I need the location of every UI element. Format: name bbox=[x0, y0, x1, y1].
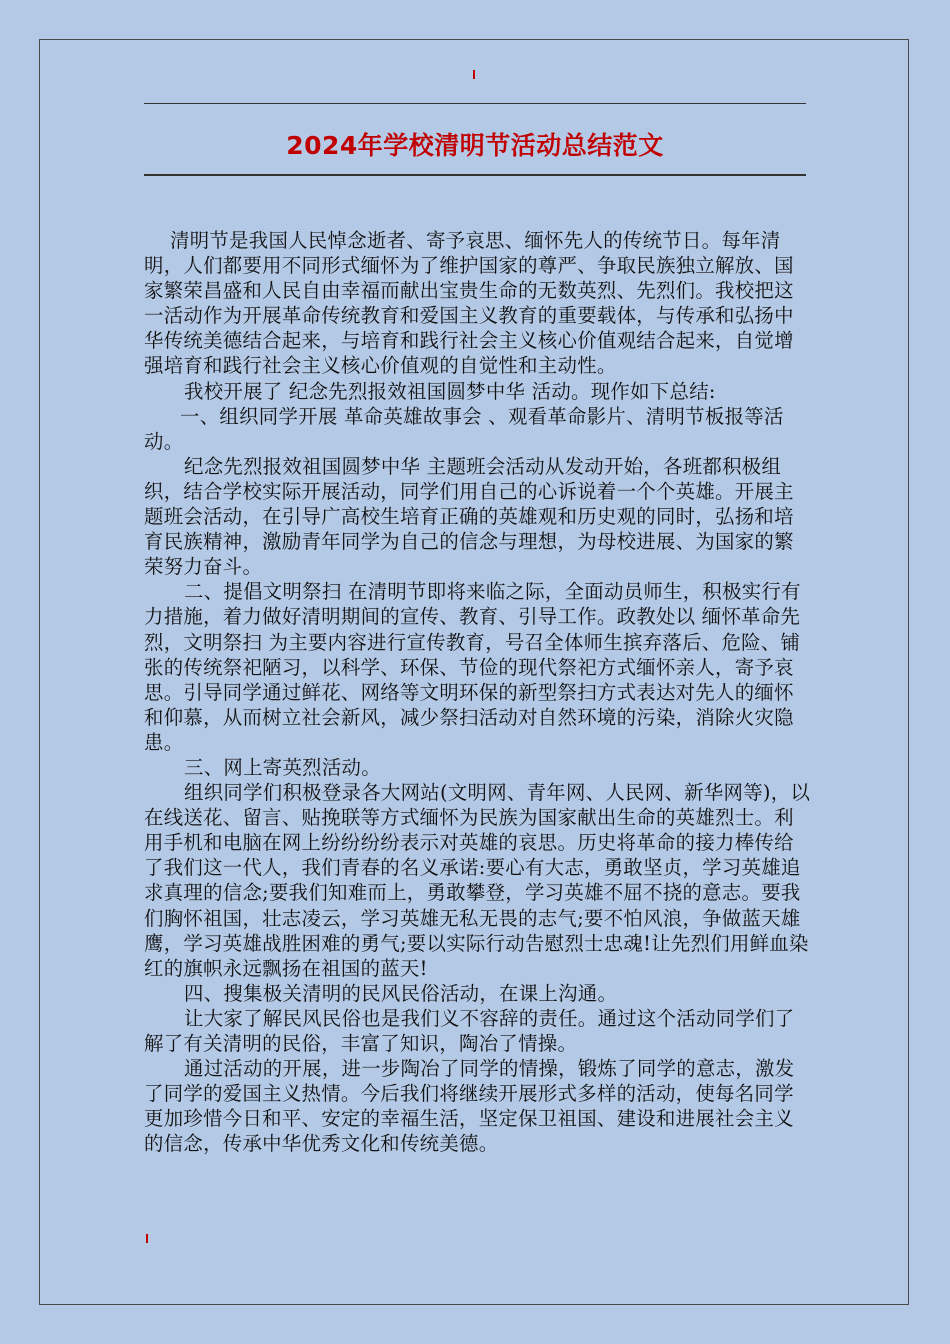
page-title: 2024年学校清明节活动总结范文 bbox=[286, 131, 664, 160]
paragraph-intro: 清明节是我国人民悼念逝者、寄予哀思、缅怀先人的传统节日。每年清明，人们都要用不同形式缅怀为了维护国家的尊严、争取民族独立解放、国家繁荣昌盛和人民自由幸福而献出宝贵生命的无数英烈、先烈们。我校把这一活动作为开展革命传统教育和爱国主义教育的重要载体，与传承和弘扬中华传统美德结合起来，与培育和践行社会主义核心价值观结合起来，自觉增强培育和践行社会主义核心价值观的自觉性和主动性。 bbox=[144, 229, 794, 378]
section-heading-4: 四、搜集极关清明的民风民俗活动，在课上沟通。 bbox=[184, 981, 618, 1005]
section-heading-3: 三、网上寄英烈活动。 bbox=[184, 755, 381, 779]
footer-cursor-mark bbox=[146, 1234, 148, 1243]
header-cursor-mark bbox=[473, 70, 475, 79]
header-rule bbox=[144, 103, 806, 104]
paragraph-section-1: 纪念先烈报效祖国圆梦中华 主题班会活动从发动开始，各班都积极组织，结合学校实际开展活动，同学们用自己的心诉说着一个个英雄。开展主题班会活动，在引导广高校生培育正确的英雄观和历史观的同时，弘扬和培育民族精神，激励青年同学为自己的信念与理想，为母校进展、为国家的繁荣努力奋斗。 bbox=[144, 454, 794, 579]
paragraph-section-4: 让大家了解民风民俗也是我们义不容辞的责任。通过这个活动同学们了解了有关清明的民俗，丰富了知识，陶冶了情操。 bbox=[144, 1006, 795, 1055]
paragraph-conclusion: 通过活动的开展，进一步陶冶了同学的情操，锻炼了同学的意志，激发了同学的爱国主义热情。今后我们将继续开展形式多样的活动，使每名同学更加珍惜今日和平、安定的幸福生活，坚定保卫祖国、建设和进展社会主义的信念，传承中华优秀文化和传统美德。 bbox=[144, 1057, 795, 1156]
paragraph-section-3: 组织同学们积极登录各大网站(文明网、青年网、人民网、新华网等)，以在线送花、留言、贴挽联等方式缅怀为民族为国家献出生命的英雄烈士。利用手机和电脑在网上纷纷纷纷表示对英雄的哀思。历史将革命的接力棒传给了我们这一代人，我们青春的名义承诺:要心有大志，勇敢坚贞，学习英雄追求真理的信念;要我们知难而上，勇敢攀登，学习英雄不屈不挠的意志。要我们胸怀祖国，壮志凌云，学习英雄无私无畏的志气;要不怕风浪，争做蓝天雄鹰，学习英雄战胜困难的勇气;要以实际行动告慰烈士忠魂!让先烈们用鲜血染红的旗帜永远飘扬在祖国的蓝天! bbox=[144, 781, 811, 980]
section-heading-1: 一、组织同学开展 革命英雄故事会 、观看革命影片、清明节板报等活动。 bbox=[144, 404, 784, 453]
paragraph-section-2: 二、提倡文明祭扫 在清明节即将来临之际，全面动员师生，积极实行有力措施，着力做好清明期间的宣传、教育、引导工作。政教处以 缅怀革命先烈，文明祭扫 为主要内容进行宣传教育，号召全体师生摈弃落后、危险、铺张的传统祭祀陋习，以科学、环保、节俭的现代祭祀方式缅怀亲人，寄予哀思。引导同学通过鲜花、网络等文明环保的新型祭扫方式表达对先人的缅怀和仰慕，从而树立社会新风，减少祭扫活动对自然环境的污染，消除火灾隐患。 bbox=[144, 580, 801, 754]
title-rule bbox=[144, 174, 806, 176]
paragraph-activity-summary: 我校开展了 纪念先烈报效祖国圆梦中华 活动。现作如下总结: bbox=[184, 379, 716, 403]
document-body bbox=[144, 228, 812, 1156]
